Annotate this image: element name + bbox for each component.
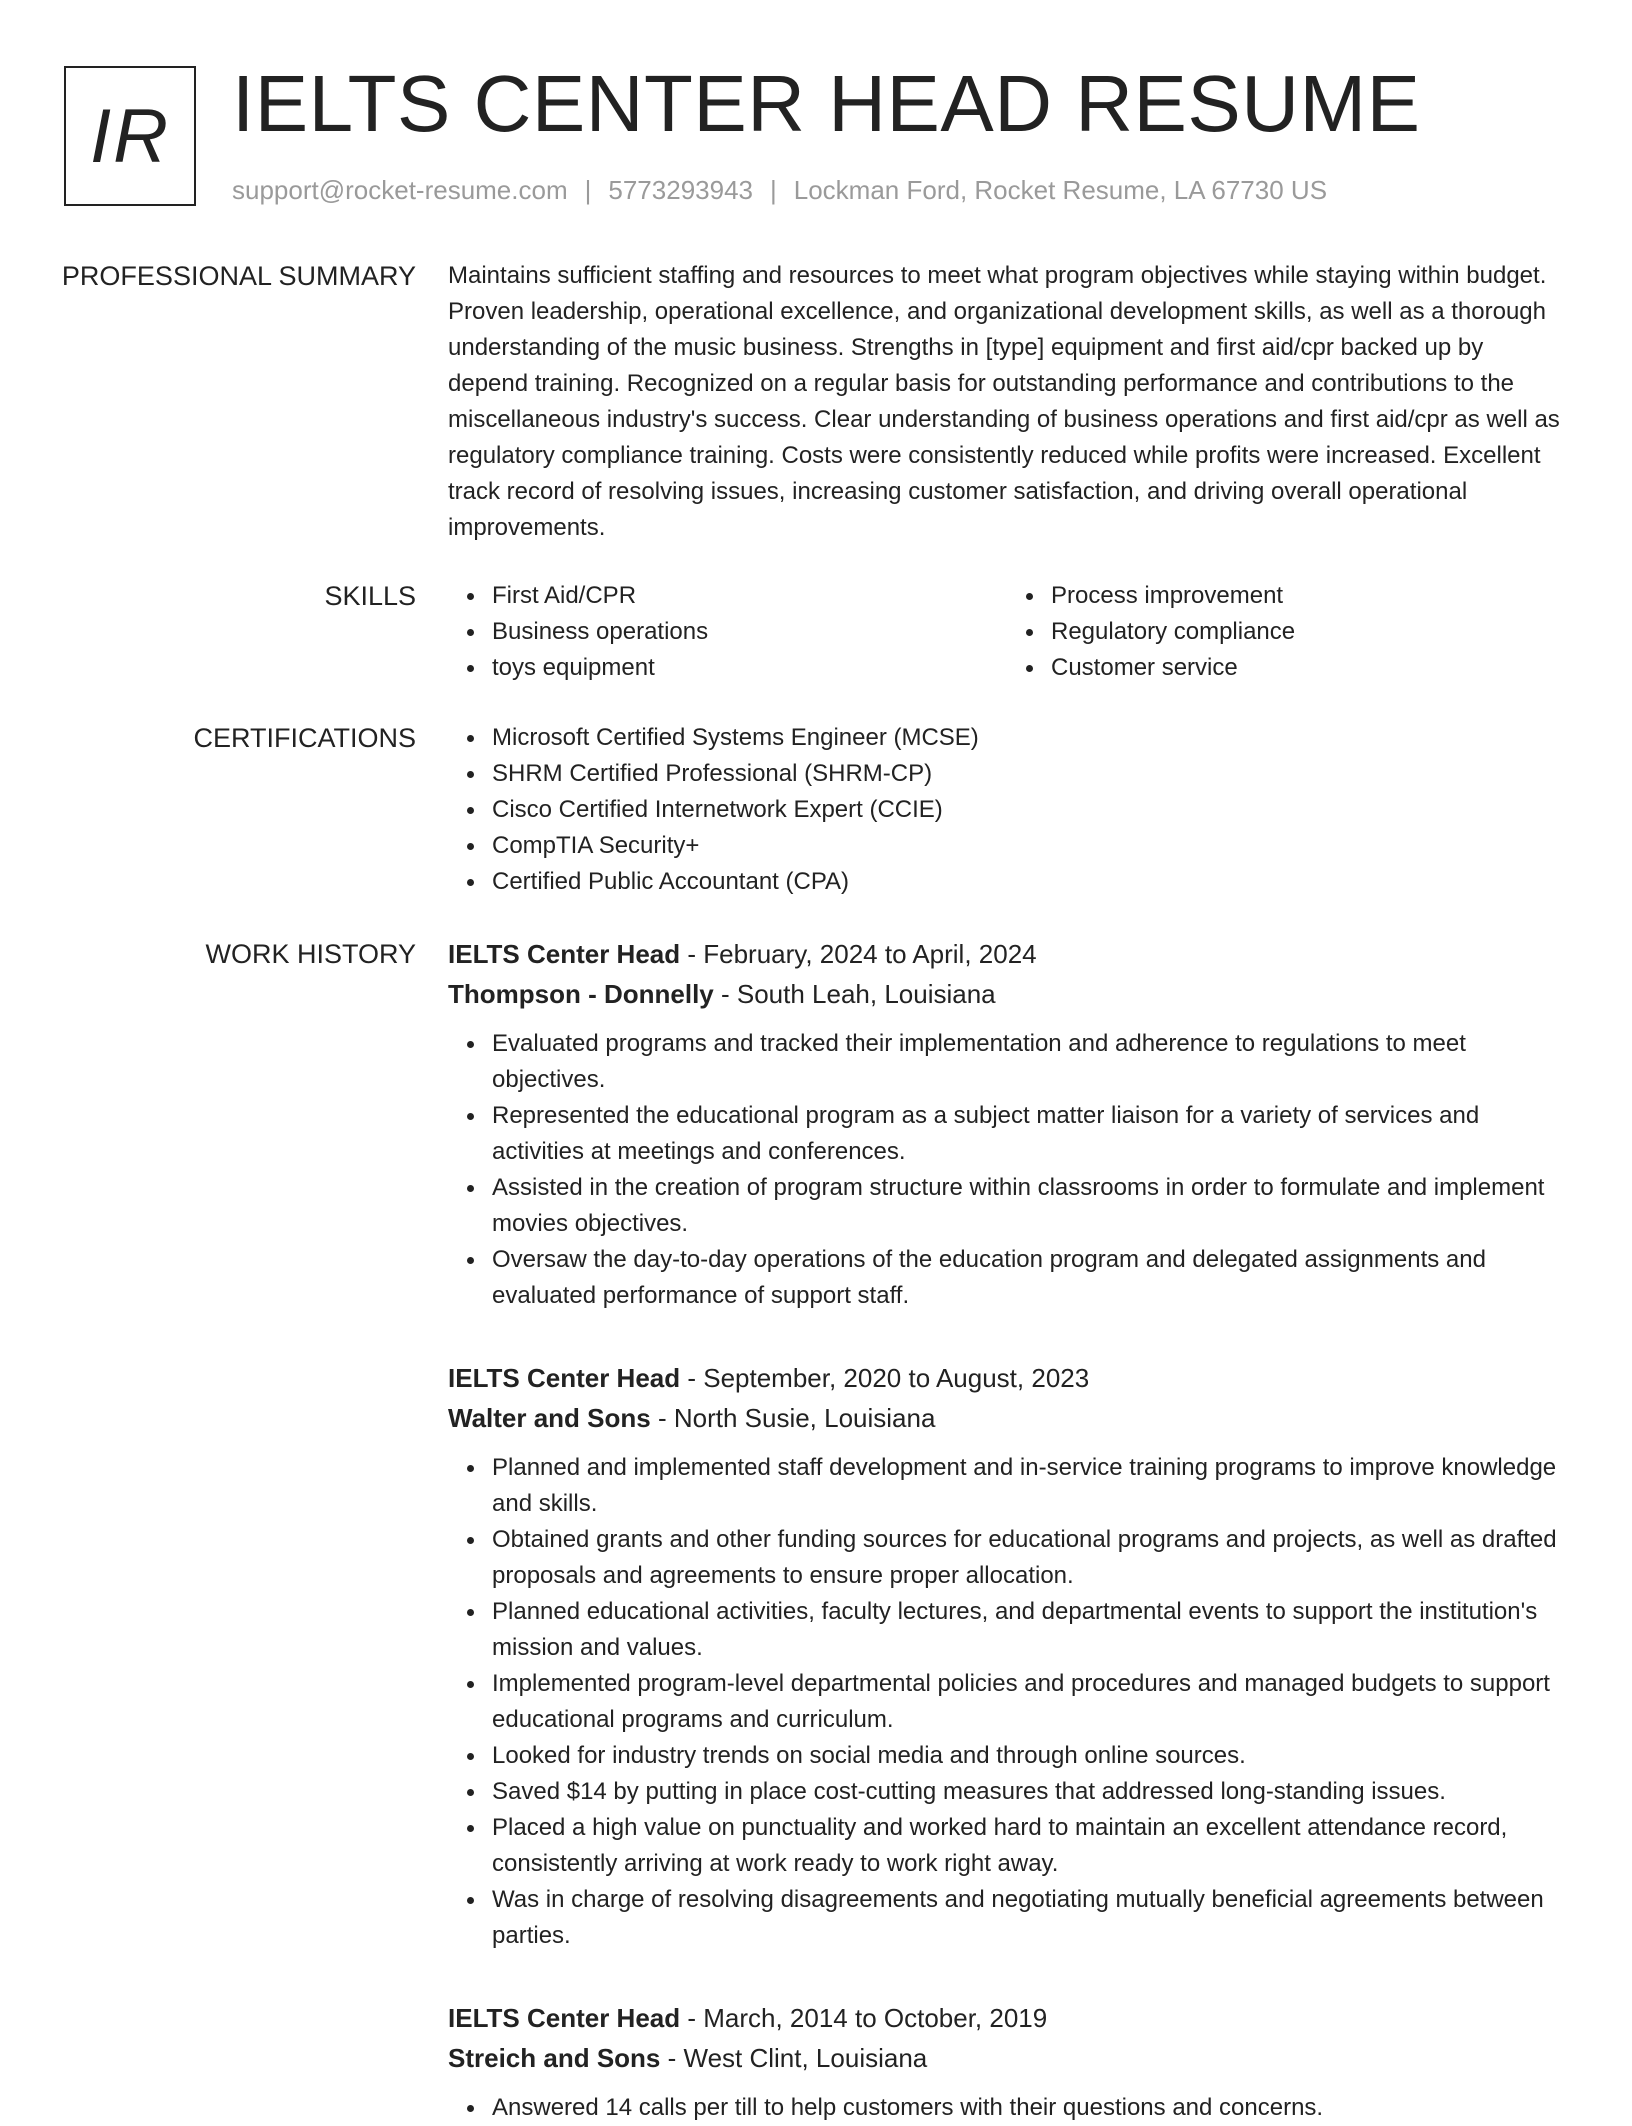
list-item: Microsoft Certified Systems Engineer (MCSE) (492, 720, 1566, 756)
skills-grid (448, 578, 1566, 686)
job-company: Thompson - Donnelly (448, 979, 714, 1009)
resume-title: IELTS CENTER HEAD RESUME (232, 59, 1421, 148)
list-item: Obtained grants and other funding sources for educational programs and projects, as well as drafted proposals and agreements to ensure proper allocation. (492, 1522, 1566, 1594)
skills-column-2 (1007, 578, 1566, 686)
job-dates: - September, 2020 to August, 2023 (680, 1363, 1090, 1393)
skills-body (448, 578, 1566, 686)
list-item: Planned and implemented staff development and in-service training programs to improve knowledge and skills. (492, 1450, 1566, 1522)
job-entry (448, 1358, 1566, 1954)
contact-email[interactable]: support@rocket-resume.com (232, 175, 568, 205)
contact-line (232, 174, 1327, 206)
summary-text: Maintains sufficient staffing and resources to meet what program objectives while staying within budget. Proven leadership, operational excellence, and organizational development skills, as well as a thorough understanding of the music business. Strengths in [type] equipment and first aid/cpr backed up by depend training. Recognized on a regular basis for outstanding performance and contributions to the miscellaneous industry's success. Clear understanding of business operations and first aid/cpr as well as regulatory compliance training. Costs were consistently reduced while profits were increased. Excellent track record of resolving issues, increasing customer satisfaction, and driving overall operational improvements. (448, 262, 1560, 541)
list-item: Planned educational activities, faculty lectures, and departmental events to support the institution's mission and values. (492, 1594, 1566, 1666)
contact-separator: | (770, 175, 777, 205)
job-location: - South Leah, Louisiana (713, 979, 996, 1009)
list-item: Regulatory compliance (1051, 614, 1566, 650)
list-item: Business operations (492, 614, 1007, 650)
list-item: Cisco Certified Internetwork Expert (CCIE) (492, 792, 1566, 828)
job-bullets (448, 1026, 1566, 1314)
job-title-line (448, 1998, 1566, 2038)
section-label-work-history: WORK HISTORY (205, 939, 416, 969)
job-title: IELTS Center Head (448, 939, 681, 969)
certifications-body (448, 720, 1566, 900)
list-item: Customer service (1051, 650, 1566, 686)
job-company-line (448, 2038, 1566, 2078)
list-item: Evaluated programs and tracked their implementation and adherence to regulations to meet objectives. (492, 1026, 1566, 1098)
job-dates: - March, 2014 to October, 2019 (680, 2003, 1048, 2033)
job-company: Walter and Sons (448, 1403, 651, 1433)
list-item: Oversaw the day-to-day operations of the education program and delegated assignments and evaluated performance of support staff. (492, 1242, 1566, 1314)
job-location: - West Clint, Louisiana (660, 2043, 928, 2073)
list-item: SHRM Certified Professional (SHRM-CP) (492, 756, 1566, 792)
list-item: CompTIA Security+ (492, 828, 1566, 864)
job-title: IELTS Center Head (448, 2003, 681, 2033)
work-history-body (448, 934, 1566, 2126)
list-item: Certified Public Accountant (CPA) (492, 864, 1566, 900)
job-bullets (448, 1450, 1566, 1954)
list-item: Was in charge of resolving disagreements and negotiating mutually beneficial agreements between parties. (492, 1882, 1566, 1954)
job-title-line (448, 1358, 1566, 1398)
job-title-line (448, 934, 1566, 974)
job-title: IELTS Center Head (448, 1363, 681, 1393)
summary-body (448, 258, 1568, 546)
list-item: Saved $14 by putting in place cost-cutting measures that addressed long-standing issues. (492, 1774, 1566, 1810)
section-label-skills: SKILLS (324, 581, 416, 611)
skills-column-1 (448, 578, 1007, 686)
contact-phone[interactable]: 5773293943 (608, 175, 753, 205)
job-entry (448, 1998, 1566, 2126)
job-dates: - February, 2024 to April, 2024 (680, 939, 1037, 969)
list-item: First Aid/CPR (492, 578, 1007, 614)
section-label-summary: PROFESSIONAL SUMMARY (61, 261, 416, 291)
job-company-line (448, 974, 1566, 1014)
job-company-line (448, 1398, 1566, 1438)
list-item: Placed a high value on punctuality and worked hard to maintain an excellent attendance record, consistently arriving at work ready to work right away. (492, 1810, 1566, 1882)
job-location: - North Susie, Louisiana (650, 1403, 936, 1433)
job-bullets (448, 2090, 1566, 2126)
list-item: Represented the educational program as a subject matter liaison for a variety of services and activities at meetings and conferences. (492, 1098, 1566, 1170)
monogram-logo (64, 66, 196, 206)
section-label-certifications: CERTIFICATIONS (193, 723, 416, 753)
list-item: Process improvement (1051, 578, 1566, 614)
list-item: Answered 14 calls per till to help customers with their questions and concerns. (492, 2090, 1566, 2126)
list-item: Implemented program-level departmental policies and procedures and managed budgets to support educational programs and curriculum. (492, 1666, 1566, 1738)
list-item: Assisted in the creation of program structure within classrooms in order to formulate and implement movies objectives. (492, 1170, 1566, 1242)
contact-separator: | (584, 175, 592, 205)
list-item: Looked for industry trends on social media and through online sources. (492, 1738, 1566, 1774)
contact-address: Lockman Ford, Rocket Resume, LA 67730 US (793, 175, 1328, 205)
certifications-list (448, 720, 1566, 900)
monogram-initials: IR (90, 93, 170, 179)
list-item: toys equipment (492, 650, 1007, 686)
job-entry (448, 934, 1566, 1314)
job-company: Streich and Sons (448, 2043, 661, 2073)
